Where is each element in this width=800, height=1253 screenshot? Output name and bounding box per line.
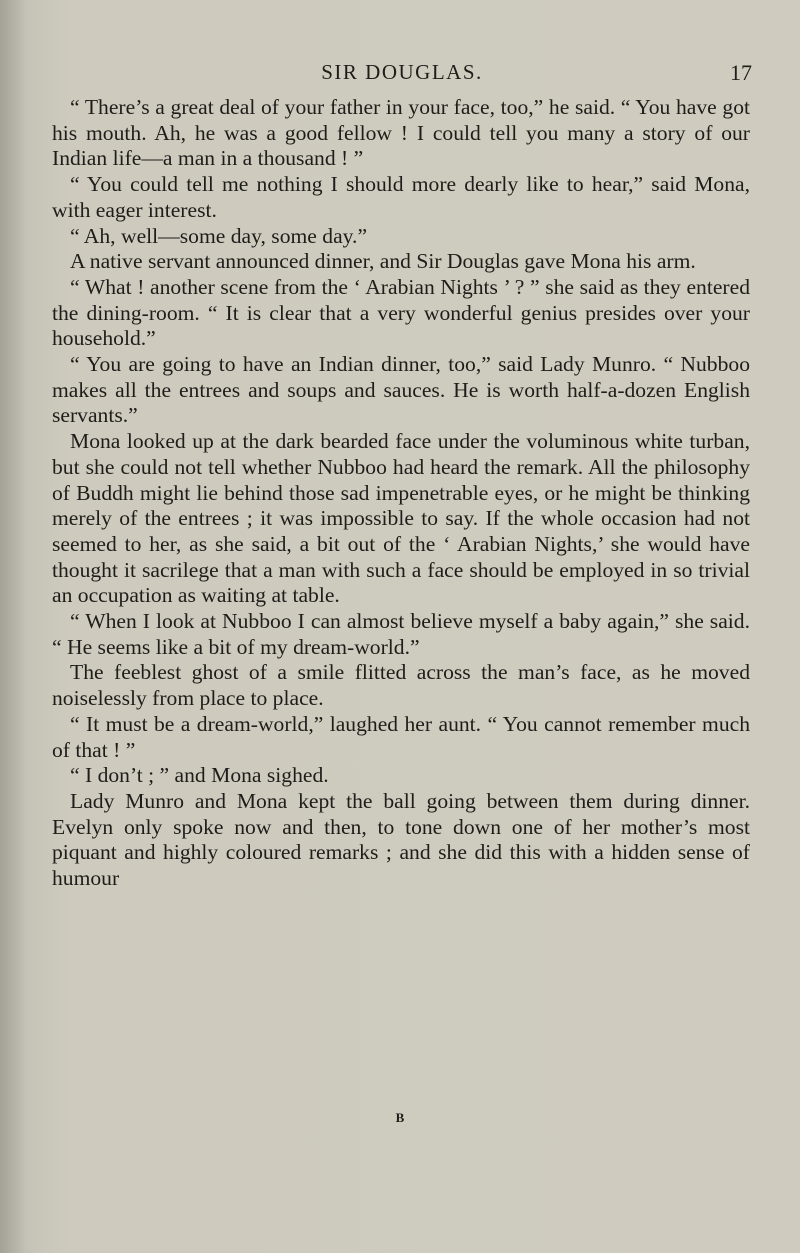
paragraph: Mona looked up at the dark bearded face under the voluminous white turban, but she could not tell whether Nubboo had heard the remark. All the philosophy of Buddh might lie behind those sad impenetrable eyes, or he might be thinking merely of the entrees ; it was impossible to say. If the whole occasion had not seemed to her, as she said, a bit out of the ‘ Arabian Nights,’ she would have thought it sacrilege that a man with such a face should be employed in so trivial an occupation as waiting at table. bbox=[52, 429, 750, 608]
paragraph: “ It must be a dream-world,” laughed her aunt. “ You cannot remember much of that ! ” bbox=[52, 711, 750, 762]
running-title: SIR DOUGLAS. bbox=[321, 60, 483, 84]
running-head bbox=[52, 60, 752, 88]
paragraph: The feeblest ghost of a smile flitted across the man’s face, as he moved noiselessly from place to place. bbox=[52, 660, 750, 711]
paragraph: A native servant announced dinner, and Sir Douglas gave Mona his arm. bbox=[70, 249, 696, 274]
body-text bbox=[52, 95, 750, 892]
paragraph: “ I don’t ; ” and Mona sighed. bbox=[70, 763, 329, 788]
paragraph: “ Ah, well—some day, some day.” bbox=[70, 223, 368, 248]
paragraph: Lady Munro and Mona kept the ball going between them during dinner. Evelyn only spoke now and then, to tone down one of her mother’s most piquant and highly coloured remarks ; and she did this with a hidden sense of humour bbox=[52, 788, 750, 891]
paragraph: “ When I look at Nubboo I can almost believe myself a baby again,” she said. “ He seems like a bit of my dream-world.” bbox=[52, 609, 750, 659]
signature-mark: B bbox=[395, 1110, 405, 1125]
paragraph: “ You are going to have an Indian dinner, too,” said Lady Munro. “ Nubboo makes all the entrees and soups and sauces. He is worth half-a-dozen English servants.” bbox=[52, 352, 750, 428]
gutter-shadow bbox=[0, 0, 26, 1253]
paragraph: “ There’s a great deal of your father in your face, too,” he said. “ You have got his mouth. Ah, he was a good fellow ! I could tell you many a story of our Indian life—a man in a thousand ! ” bbox=[52, 95, 750, 171]
paragraph: “ What ! another scene from the ‘ Arabian Nights ’ ? ” she said as they entered the dining-room. “ It is clear that a very wonderful genius presides over your household.” bbox=[52, 274, 750, 351]
paragraph: “ You could tell me nothing I should more dearly like to hear,” said Mona, with eager interest. bbox=[52, 172, 750, 222]
page-number: 17 bbox=[730, 60, 752, 85]
